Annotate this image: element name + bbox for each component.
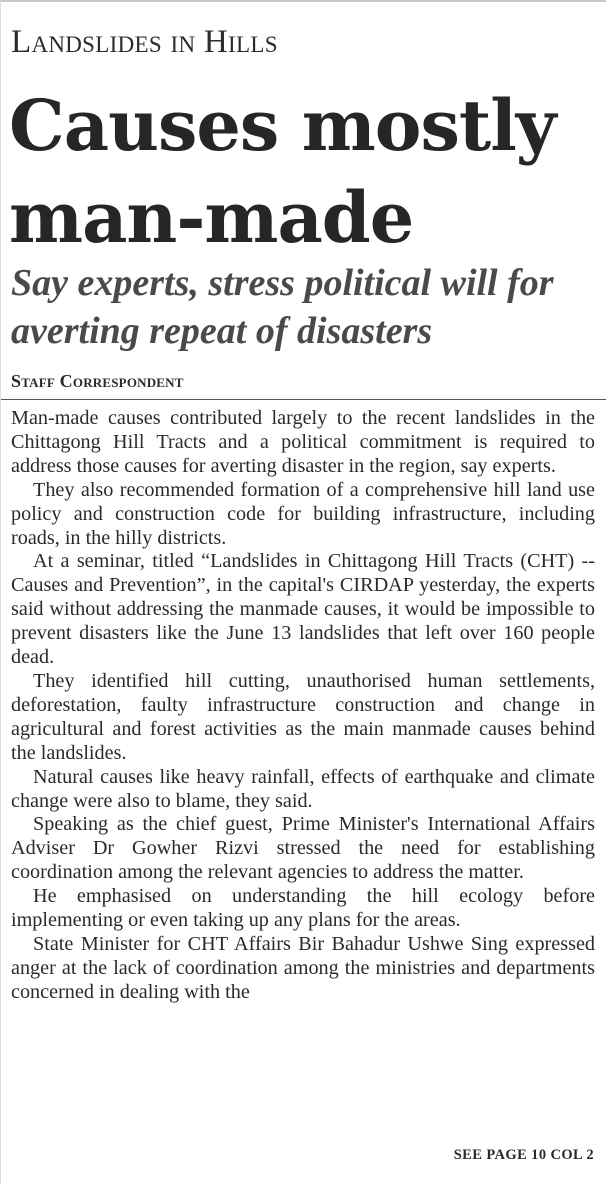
paragraph: Man-made causes contributed largely to the recent landslides in the Chittagong Hill Tracts and a political commitment is required to address those causes for averting disaster in the region, say experts.: [11, 407, 595, 477]
paragraph: Speaking as the chief guest, Prime Minister's International Affairs Adviser Dr Gowher Rizvi stressed the need for establishing coordination among the relevant agencies to address the matter.: [11, 813, 595, 884]
paragraph: At a seminar, titled “Landslides in Chittagong Hill Tracts (CHT) -- Causes and Prevention”, in the capital's CIRDAP yesterday, the experts said without addressing the manmade causes, it would be impossible to prevent disasters like the June 13 landslides that left over 160 people dead.: [11, 550, 595, 669]
paragraph: He emphasised on understanding the hill ecology before implementing or even taking up any plans for the areas.: [11, 885, 595, 932]
article-body: [11, 407, 595, 1005]
subheadline: Say experts, stress political will for averting repeat of disasters: [11, 262, 554, 352]
byline: Staff Correspondent: [11, 371, 184, 391]
paragraph: They identified hill cutting, unauthorised human settlements, deforestation, faulty infrastructure construction and change in agricultural and forest activities as the main manmade causes behind the landslides.: [11, 669, 595, 764]
continuation-note: SEE PAGE 10 COL 2: [453, 1147, 594, 1163]
kicker: Landslides in Hills: [11, 24, 278, 60]
divider: [1, 399, 606, 400]
paragraph: State Minister for CHT Affairs Bir Bahadur Ushwe Sing expressed anger at the lack of coordination among the ministries and departments concerned in dealing with the: [11, 932, 595, 1003]
paragraph: Natural causes like heavy rainfall, effects of earthquake and climate change were also to blame, they said.: [11, 765, 595, 812]
headline: Causes mostly man-made: [9, 84, 556, 259]
paragraph: They also recommended formation of a comprehensive hill land use policy and construction code for building infrastructure, including roads, in the hilly districts.: [11, 478, 595, 549]
